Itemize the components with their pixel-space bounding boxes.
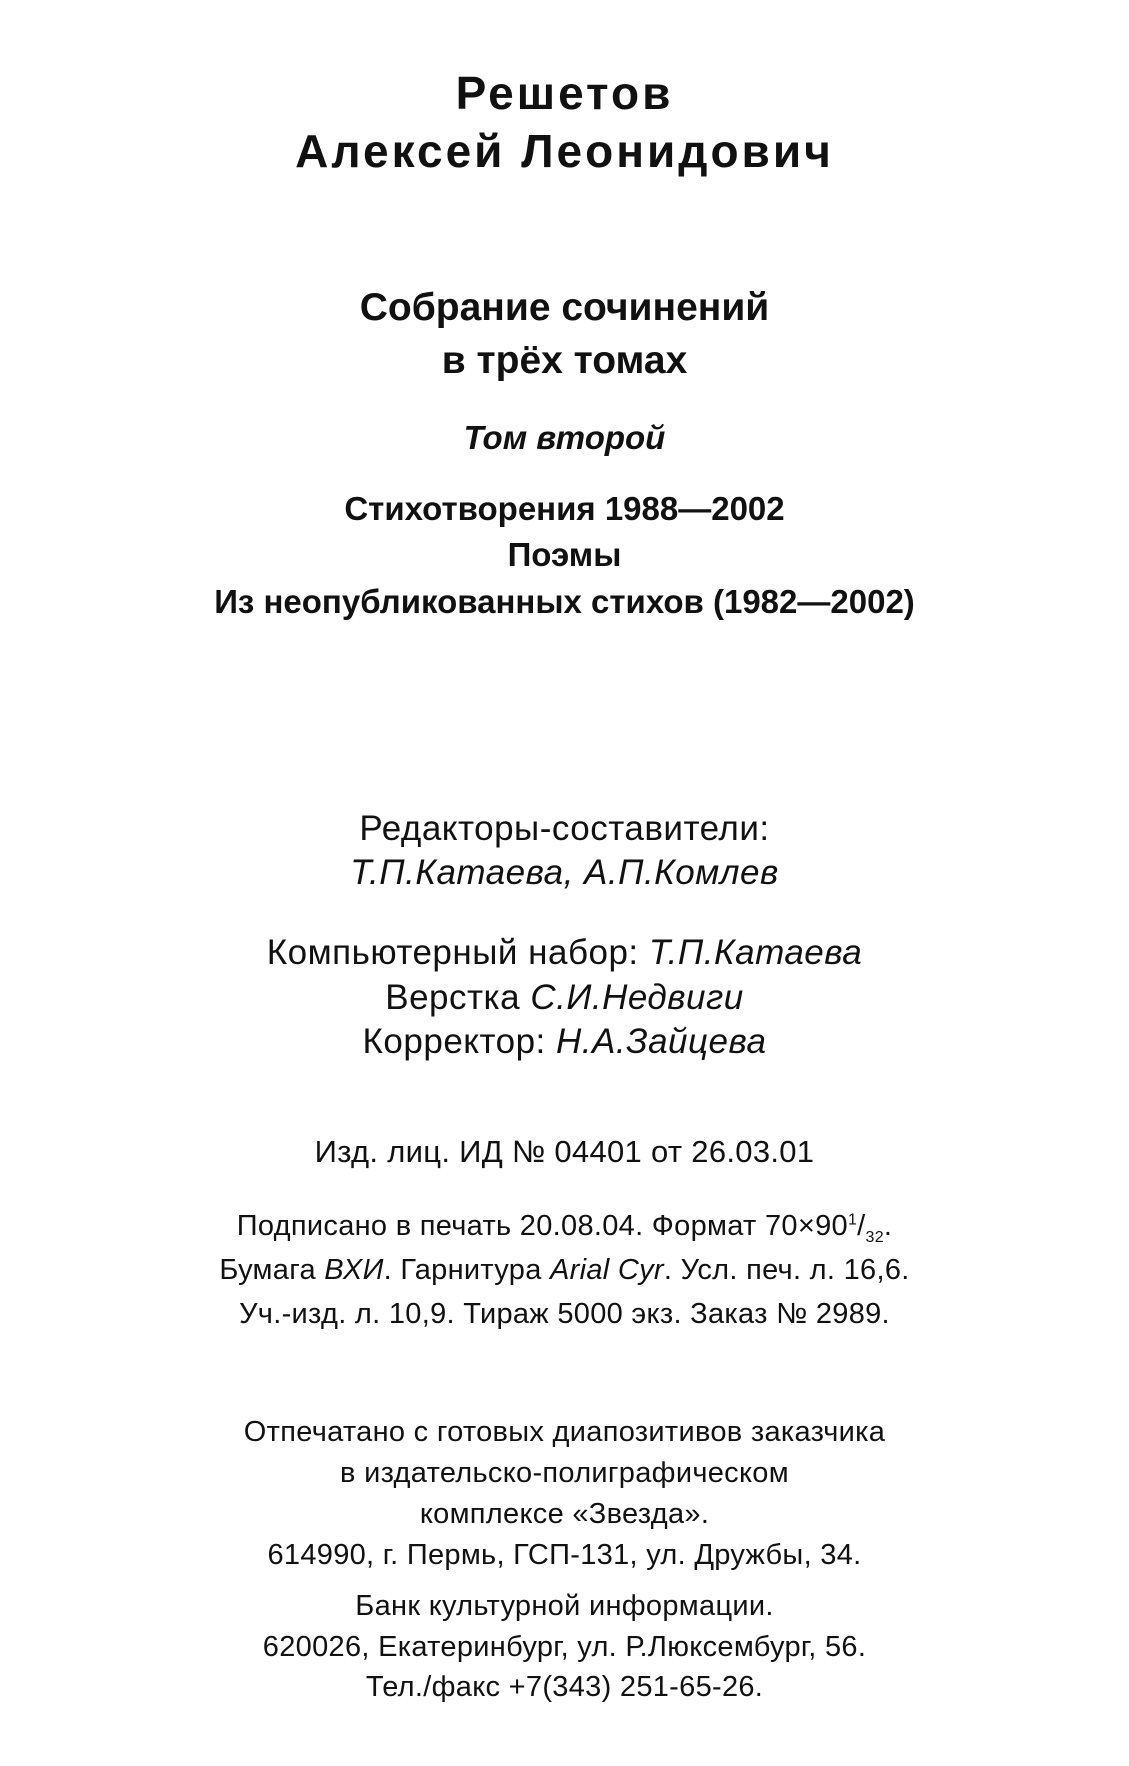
typesetting-credit: Компьютерный набор: Т.П.Катаева (266, 933, 863, 972)
printer-line: комплексе «Звезда». (419, 1498, 710, 1530)
collection-title-line1: Собрание сочинений (359, 286, 770, 329)
proofreader-credit: Корректор: Н.А.Зайцева (362, 1022, 767, 1061)
printer-line: в издательско-полиграфическом (340, 1457, 789, 1489)
author-given-names: Алексей Леонидович (295, 125, 834, 177)
contents-item: Из неопубликованных стихов (1982—2002) (214, 583, 915, 620)
volume-label: Том второй (463, 419, 666, 456)
collection-title-line2: в трёх томах (441, 339, 688, 382)
print-paper-font: Бумага ВХИ. Гарнитура Arial Cyr. Усл. печ. л. 16,6. (219, 1254, 910, 1286)
bank-phone: Тел./факс +7(343) 251-65-26. (365, 1671, 764, 1703)
editors-names: Т.П.Катаева, А.П.Комлев (350, 853, 779, 892)
bank-address: 620026, Екатеринбург, ул. Р.Люксембург, 56. (262, 1631, 867, 1663)
contents-item: Поэмы (507, 536, 622, 573)
publisher-license: Изд. лиц. ИД № 04401 от 26.03.01 (314, 1134, 815, 1169)
contents-item: Стихотворения 1988—2002 (344, 490, 785, 527)
printer-address: 614990, г. Пермь, ГСП-131, ул. Дружбы, 34. (267, 1539, 862, 1571)
layout-credit: Верстка С.И.Недвиги (385, 978, 744, 1017)
print-signed-format: Подписано в печать 20.08.04. Формат $70\times 90^1/_{32}$. (236, 1210, 893, 1246)
author-surname: Решетов (455, 67, 674, 119)
editors-label: Редакторы-составители: (359, 809, 770, 848)
printer-line: Отпечатано с готовых диапозитивов заказчика (243, 1416, 886, 1448)
bank-line: Банк культурной информации. (355, 1590, 774, 1622)
print-run: Уч.-изд. л. 10,9. Тираж 5000 экз. Заказ № 2989. (239, 1298, 890, 1330)
